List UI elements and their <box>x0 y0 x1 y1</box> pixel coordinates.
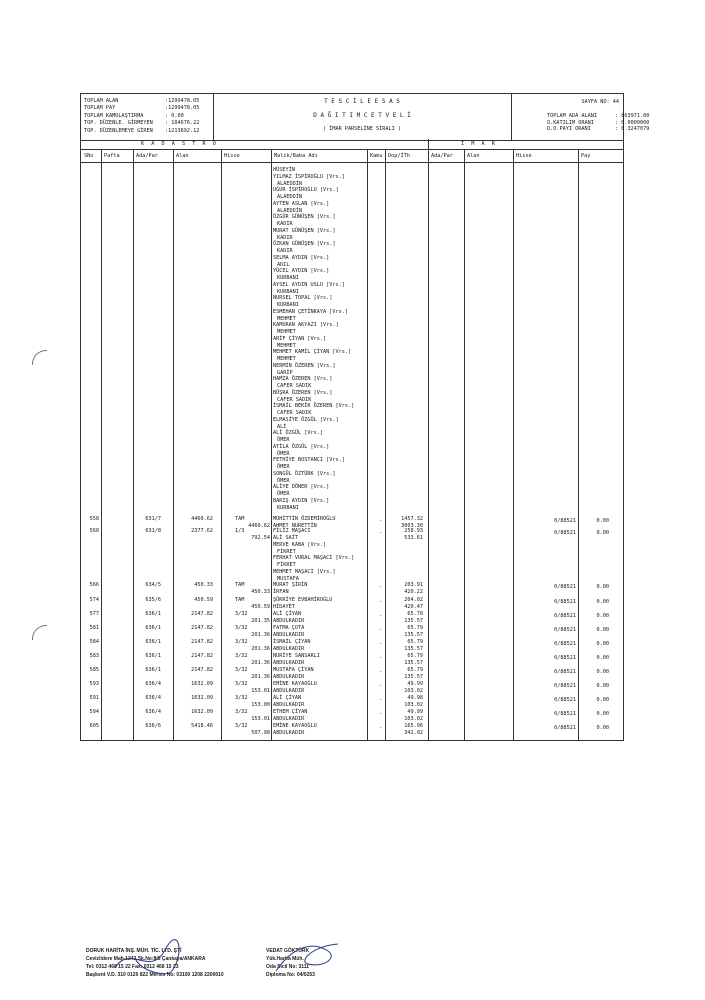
imar-share: 0/88521 <box>554 599 576 605</box>
table-row <box>81 611 623 624</box>
parcel-ada-par: 636/1 <box>145 625 161 631</box>
kamu-value: - <box>379 725 383 731</box>
kamu-value: - <box>379 697 383 703</box>
share-area: 201.36 <box>251 674 270 680</box>
parcel-area: 2147.82 <box>191 611 213 617</box>
owner-name: FİLİZ MAŞACI <box>273 528 311 534</box>
section-imar-label: İ M A R <box>461 141 497 147</box>
imar-pay: 0.00 <box>596 655 609 661</box>
table-row <box>81 582 623 595</box>
share-ratio: 3/32 <box>235 611 248 617</box>
owner-father-name: KADIR <box>277 221 293 227</box>
dop-ith-value: 103.02 <box>404 702 423 708</box>
owner-name: ARİF ÇİYAN [Vrs.] <box>273 335 327 342</box>
imar-pay: 0.00 <box>596 599 609 605</box>
share-area: 450.59 <box>251 604 270 610</box>
imar-share: 0/88521 <box>554 627 576 633</box>
imar-pay: 0.00 <box>596 711 609 717</box>
owner-name: AYTEN ASLAN [Vrs.] <box>273 200 330 207</box>
owner-name: ETHEM ÇİYAN <box>273 709 308 715</box>
parcel-area: 2147.82 <box>191 625 213 631</box>
share-ratio: 3/32 <box>235 653 248 659</box>
owner-father-name: ALİ <box>277 423 287 430</box>
dop-ith-value: 135.57 <box>404 660 423 666</box>
owner-name: SELMA AYDIN [Vrs.] <box>273 254 330 261</box>
parcel-ada-par: 636/1 <box>145 639 161 645</box>
parcel-sno: 566 <box>89 582 99 588</box>
table-row <box>81 681 623 694</box>
owner-father-name: CAFER SADIK <box>277 410 312 416</box>
dop-ith-value: 420.22 <box>404 589 423 595</box>
table-row <box>81 528 623 541</box>
header-ratio-value: : 0.3247079 <box>615 126 650 132</box>
header-total-value: :1299478.05 <box>165 98 200 104</box>
share-ratio: 3/32 <box>235 667 248 673</box>
dop-ith-value: 103.02 <box>404 716 423 722</box>
kamu-value: - <box>379 669 383 675</box>
owner-father-name: KURBANI <box>277 275 299 281</box>
share-ratio: TAM <box>235 582 245 588</box>
header-ratio-label: TOPLAM ADA ALANI <box>547 113 597 119</box>
header-ratio-value: : 0.0000000 <box>615 119 650 126</box>
owner-name: BÜŞRA ÖZEREN [Vrs.] <box>273 389 333 396</box>
owner-father-name: ADIL <box>277 261 290 268</box>
column-header: Ada/Par <box>136 153 158 159</box>
parcel-ada-par: 636/4 <box>145 695 161 701</box>
dop-value: 1457.32 <box>401 516 423 522</box>
imar-share: 0/88521 <box>554 725 576 731</box>
imar-share: 0/88521 <box>554 641 576 647</box>
owner-father-name: MEHMET <box>277 315 296 322</box>
table-row <box>81 709 623 722</box>
parcel-sno: 584 <box>89 639 99 645</box>
header-ratio-label: D.O.PAYI ORANI <box>547 126 591 132</box>
parcel-area: 5418.46 <box>191 723 213 729</box>
dop-value: 65.79 <box>407 625 423 631</box>
document-subtitle: D A Ğ I T I M C E T V E L İ <box>313 112 411 119</box>
owner-name: ATİLA ÖZGÜL [Vrs.] <box>273 443 330 450</box>
column-header: Alan <box>467 153 480 159</box>
header-ratio-value: : 863971.00 <box>615 113 650 119</box>
dop-value: 65.79 <box>407 653 423 659</box>
kamu-value: - <box>379 655 383 661</box>
section-kadastro-label: K A D A S T R O <box>141 141 218 147</box>
owner-father-name: ALAEDDİN <box>277 180 302 187</box>
signature-left <box>110 938 190 978</box>
parcel-sno: 577 <box>89 611 99 617</box>
parcel-ada-par: 634/5 <box>145 582 161 588</box>
parcel-ada-par: 636/6 <box>145 723 161 729</box>
owner-father-name: HİDAYET <box>273 603 295 610</box>
table-row <box>81 639 623 652</box>
dop-ith-value: 135.57 <box>404 646 423 652</box>
imar-share: 0/88521 <box>554 683 576 689</box>
kamu-value: - <box>379 683 383 689</box>
punch-hole-mark <box>32 350 47 365</box>
owner-father-name: FİKRET <box>277 548 296 555</box>
share-area: 201.36 <box>251 632 270 638</box>
dop-ith-value: 135.57 <box>404 674 423 680</box>
parcel-ada-par: 631/8 <box>145 528 161 534</box>
owner-name: AYSEL AYDIN USLU [Vrs.] <box>273 281 345 288</box>
dop-value: 65.78 <box>407 611 423 617</box>
share-area: 153.00 <box>251 702 270 708</box>
header-total-value: : 0.00 <box>165 112 184 119</box>
share-area: 201.35 <box>251 618 270 624</box>
owner-father-name: MEHMET <box>277 329 296 335</box>
imar-share: 0/88521 <box>554 655 576 661</box>
owner-name: EMİNE KAYAOĞLU <box>273 681 317 687</box>
imar-share: 0/88521 <box>554 711 576 717</box>
share-ratio: 1/3 <box>235 528 245 534</box>
owner-name: ÖZGÜR GÜNÜŞEN [Vrs.] <box>273 214 336 221</box>
owner-name: ŞÜKRİYE EVBAHİROĞLU <box>273 597 333 603</box>
owner-father-name: ÖMER <box>277 464 290 470</box>
parcel-sno: 574 <box>89 597 99 603</box>
punch-hole-mark <box>32 625 47 640</box>
dop-ith-value: 103.02 <box>404 688 423 694</box>
owner-name: NURİYE SANSARLI <box>273 653 320 659</box>
parcel-area: 2377.62 <box>191 528 213 534</box>
engineer-title: Yük.Harita Müh. <box>266 956 304 962</box>
owner-name: ALİ ÇİYAN <box>273 611 302 617</box>
owner-name: ALİYE DÖNER [Vrs.] <box>273 484 330 491</box>
column-header: Kamu <box>370 153 383 159</box>
owner-name: KAMURAN AKYAZI [Vrs.] <box>273 322 339 329</box>
dop-value: 204.02 <box>404 597 423 603</box>
owner-father-name: CAFER SADIK <box>277 396 312 403</box>
parcel-ada-par: 636/1 <box>145 611 161 617</box>
header-totals <box>81 94 214 140</box>
column-header: Ada/Par <box>431 153 453 159</box>
column-header: Alan <box>176 153 189 159</box>
distribution-table <box>80 162 624 741</box>
header-total-label: TOP. DÜZENLE. GİRMEYEN <box>84 120 153 127</box>
share-area: 201.36 <box>251 646 270 652</box>
dop-ith-value: 135.57 <box>404 618 423 624</box>
share-area: 153.01 <box>251 716 270 722</box>
dop-value: 65.79 <box>407 667 423 673</box>
owner-name: YÜCEL AYDIN [Vrs.] <box>273 268 330 275</box>
owner-name: NERMİN ÖZEREN [Vrs.] <box>273 362 336 369</box>
owner-name: HÜSEYİN <box>273 167 295 173</box>
parcel-area: 2147.82 <box>191 639 213 645</box>
parcel-area: 2147.82 <box>191 653 213 659</box>
owner-father-name: ABDULKADIR <box>273 659 305 666</box>
document-title: T E S C İ L E E S A S <box>324 98 400 105</box>
imar-pay: 0.00 <box>596 530 609 536</box>
share-ratio: 3/32 <box>235 695 248 701</box>
owner-name: ALİ ÖZGÜL [Vrs.] <box>273 430 323 437</box>
parcel-ada-par: 631/7 <box>145 516 161 522</box>
owner-father-name: ABDULKADIR <box>273 673 305 680</box>
share-area: 450.33 <box>251 589 270 595</box>
header-total-value: : 104676.22 <box>165 120 200 127</box>
parcel-ada-par: 636/4 <box>145 709 161 715</box>
dop-ith-value: 342.02 <box>404 730 423 736</box>
table-row <box>81 723 623 736</box>
header-ratios <box>511 94 650 140</box>
owner-father-name: İRFAN <box>273 588 289 595</box>
owner-name: MUSTAFA ÇİYAN <box>273 667 314 673</box>
owner-father-name: KURBANI <box>277 302 299 308</box>
kamu-value: - <box>379 530 383 536</box>
owner-father-name: ABDULKADIR <box>273 715 305 722</box>
dop-ith-value: 420.47 <box>404 604 423 610</box>
parcel-ada-par: 636/1 <box>145 667 161 673</box>
column-header: Malik/Baba Adı <box>274 153 318 159</box>
owner-father-name: KADIR <box>277 234 293 241</box>
owner-name: MEHMET KAMİL ÇİYAN [Vrs.] <box>273 349 352 356</box>
owner-father-name: ÖMER <box>277 450 290 457</box>
owner-father-name: CAFER SADIK <box>277 383 312 389</box>
dop-value: 49.99 <box>407 709 423 715</box>
parcel-sno: 605 <box>89 723 99 729</box>
share-area: 201.36 <box>251 660 270 666</box>
owner-name: FERHAT VURAL MAŞACI [Vrs.] <box>273 555 355 562</box>
owner-name: MURAT GÜNÜŞEN [Vrs.] <box>273 227 336 234</box>
imar-pay: 0.00 <box>596 697 609 703</box>
column-header: Hisse <box>224 153 240 159</box>
owner-name: HAMZA ÖZEREN [Vrs.] <box>273 376 333 383</box>
owner-name: ÖZKAN GÜNÜŞEN [Vrs.] <box>273 241 336 248</box>
parcel-area: 450.33 <box>194 582 213 588</box>
owner-father-name: MEHMET <box>277 342 296 349</box>
owner-father-name: ABDULKADIR <box>273 617 305 624</box>
owner-father-name: ABDULKADIR <box>273 631 305 638</box>
parcel-area: 1632.09 <box>191 681 213 687</box>
table-row <box>81 597 623 610</box>
owner-name: MEHMET MAŞACI [Vrs.] <box>273 568 336 575</box>
dop-ith-value: 135.57 <box>404 632 423 638</box>
company-address: Cevizlidere Mah.1243.Sk.No:8/6 Çankaya/ANKARA <box>86 956 206 962</box>
parcel-ada-par: 636/4 <box>145 681 161 687</box>
table-row <box>81 653 623 666</box>
imar-share: 0/88521 <box>554 613 576 619</box>
owner-name: ELMASİYE ÖZGÜL [Vrs.] <box>273 416 339 423</box>
document-sort-note: ( İMAR PARSELİNE SIRALI ) <box>322 126 402 132</box>
owner-father-name: ABDULKADIR <box>273 729 305 736</box>
header-total-label: TOPLAM KAMULAŞTIRMA <box>84 112 144 119</box>
imar-pay: 0.00 <box>596 584 609 590</box>
kamu-value: - <box>379 599 383 605</box>
kamu-value: - <box>379 711 383 717</box>
header-title-block <box>213 94 512 140</box>
kamu-value: - <box>379 613 383 619</box>
parcel-sno: 583 <box>89 653 99 659</box>
signature-right <box>268 936 348 981</box>
parcel-sno: 594 <box>89 709 99 715</box>
owner-father-name: ABDULKADIR <box>273 701 305 708</box>
imar-pay: 0.00 <box>596 627 609 633</box>
header-total-label: TOPLAM ALAN <box>84 98 119 104</box>
parcel-sno: 593 <box>89 681 99 687</box>
kamu-value: - <box>379 518 383 524</box>
share-ratio: 3/32 <box>235 625 248 631</box>
dop-ith-value: 533.61 <box>404 535 423 541</box>
kamu-value: - <box>379 641 383 647</box>
table-row <box>81 695 623 708</box>
owner-father-name: MUSTAFA <box>277 575 299 582</box>
share-ratio: 3/32 <box>235 723 248 729</box>
share-area: 4460.62 <box>248 523 270 529</box>
share-area: 507.98 <box>251 730 270 736</box>
owner-name: MURAT ŞİRİN <box>273 582 308 588</box>
owner-father-name: ABDULKADIR <box>273 645 305 652</box>
company-phone: Tel: 0312 468 15 22 Fax: 0312 468 15 23 <box>86 964 179 970</box>
imar-pay: 0.00 <box>596 669 609 675</box>
column-header: Dop/İTh <box>388 153 410 159</box>
owner-father-name: FİKRET <box>277 562 296 569</box>
engineer-name: VEDAT GÖKTÜRK <box>266 948 310 954</box>
imar-share: 0/88521 <box>554 530 576 536</box>
page-number: SAYFA NO: 44 <box>581 99 619 105</box>
owner-name: BARIŞ AYDIN [Vrs.] <box>273 497 330 504</box>
share-ratio: 3/32 <box>235 681 248 687</box>
owner-father-name: ÖMER <box>277 437 290 443</box>
section-bar <box>80 139 624 150</box>
parcel-sno: 560 <box>89 528 99 534</box>
owner-name: UĞUR İSPİROĞLU [Vrs.] <box>273 187 339 194</box>
owner-father-name: GARİP <box>277 369 293 376</box>
imar-share: 0/88521 <box>554 584 576 590</box>
owner-father-name: KURBANI <box>277 288 299 295</box>
owner-name: EMİNE KAYAOĞLU <box>273 723 317 729</box>
company-name: DORUK HARİTA İNŞ. MÜH. TİC. LTD. ŞTİ <box>86 948 182 954</box>
engineer-diploma: Diploma No: 04/0253 <box>266 972 315 978</box>
owner-name: İSMAİL ÇİYAN <box>273 639 311 645</box>
owner-father-name: ALAEDDİN <box>277 207 302 214</box>
column-header: SNo <box>84 153 94 159</box>
owner-name: ESMEHAN ÇETİNKAYA [Vrs.] <box>273 308 348 315</box>
imar-share: 0/88521 <box>554 518 576 524</box>
imar-pay: 0.00 <box>596 725 609 731</box>
column-header: Hisse <box>516 153 532 159</box>
parcel-sno: 558 <box>89 516 99 522</box>
owner-name: ALİ ÇİYAN <box>273 695 302 701</box>
owner-father-name: KADIR <box>277 248 293 254</box>
dop-value: 49.99 <box>407 681 423 687</box>
parcel-sno: 581 <box>89 625 99 631</box>
owner-name: SONGÜL ÖZTÜRK [Vrs.] <box>273 470 336 477</box>
owner-father-name: ALAEDDİN <box>277 194 302 200</box>
owner-father-name: ABDULKADIR <box>273 687 305 694</box>
table-row <box>81 667 623 680</box>
owner-father-name: ÖMER <box>277 491 290 497</box>
dop-value: 203.91 <box>404 582 423 588</box>
parcel-area: 1632.09 <box>191 709 213 715</box>
imar-share: 0/88521 <box>554 669 576 675</box>
header-total-value: :1299478.05 <box>165 105 200 112</box>
owner-father-name: ALİ SAİT <box>273 534 298 541</box>
parcel-ada-par: 636/1 <box>145 653 161 659</box>
company-tax: Başkent V.D. 310 0120 822 Mersis No: 03100 1208 2200010 <box>86 972 224 978</box>
header-ratio-label: O.KATILIM ORANI <box>547 119 594 126</box>
owner-name: MUHİTTİN ÖZDEMİROĞLU <box>273 516 336 522</box>
column-header: Pay <box>581 153 591 159</box>
owner-father-name: KURBANI <box>277 504 299 511</box>
owner-name: YILMAZ İSPİROĞLU [Vrs.] <box>273 173 345 180</box>
owner-name: İSMAİL BEKİR ÖZEREN [Vrs.] <box>273 403 355 410</box>
dop-ith-value: 3003.30 <box>401 523 423 529</box>
table-row <box>81 625 623 638</box>
imar-pay: 0.00 <box>596 641 609 647</box>
share-area: 153.01 <box>251 688 270 694</box>
header-total-label: TOP. DÜZENLEMEYE GİREN <box>84 127 153 134</box>
owner-father-name: AHMET NURETTİN <box>273 522 317 529</box>
owner-name: MERVE KABA [Vrs.] <box>273 542 327 548</box>
share-area: 792.54 <box>251 535 270 541</box>
document-header <box>80 93 650 141</box>
dop-value: 165.96 <box>404 723 423 729</box>
dop-value: 258.93 <box>404 528 423 534</box>
imar-pay: 0.00 <box>596 518 609 524</box>
owner-name: FATMA ÇOTA <box>273 625 305 631</box>
share-ratio: TAM <box>235 597 245 603</box>
dop-value: 49.98 <box>407 695 423 701</box>
table-row <box>81 516 623 529</box>
parcel-ada-par: 635/6 <box>145 597 161 603</box>
owner-father-name: MEHMET <box>277 356 296 362</box>
share-ratio: 3/32 <box>235 639 248 645</box>
kamu-value: - <box>379 627 383 633</box>
kamu-value: - <box>379 584 383 590</box>
column-header: Pafta <box>104 153 120 159</box>
engineer-registry: Oda Sicil No: 3111 <box>266 964 310 970</box>
owner-father-name: ÖMER <box>277 477 290 484</box>
parcel-sno: 585 <box>89 667 99 673</box>
parcel-sno: 591 <box>89 695 99 701</box>
parcel-area: 450.59 <box>194 597 213 603</box>
header-total-value: :1213692.12 <box>165 127 200 134</box>
imar-share: 0/88521 <box>554 697 576 703</box>
imar-pay: 0.00 <box>596 613 609 619</box>
share-ratio: TAM <box>235 516 245 522</box>
owner-name: FETHİYE BOSTANCI [Vrs.] <box>273 457 345 464</box>
owner-name: NURSEL TOPAL [Vrs.] <box>273 295 333 302</box>
parcel-area: 1632.09 <box>191 695 213 701</box>
share-ratio: 3/32 <box>235 709 248 715</box>
dop-value: 65.79 <box>407 639 423 645</box>
header-total-label: TOPLAM PAY <box>84 105 116 112</box>
parcel-area: 2147.82 <box>191 667 213 673</box>
imar-pay: 0.00 <box>596 683 609 689</box>
parcel-area: 4460.62 <box>191 516 213 522</box>
